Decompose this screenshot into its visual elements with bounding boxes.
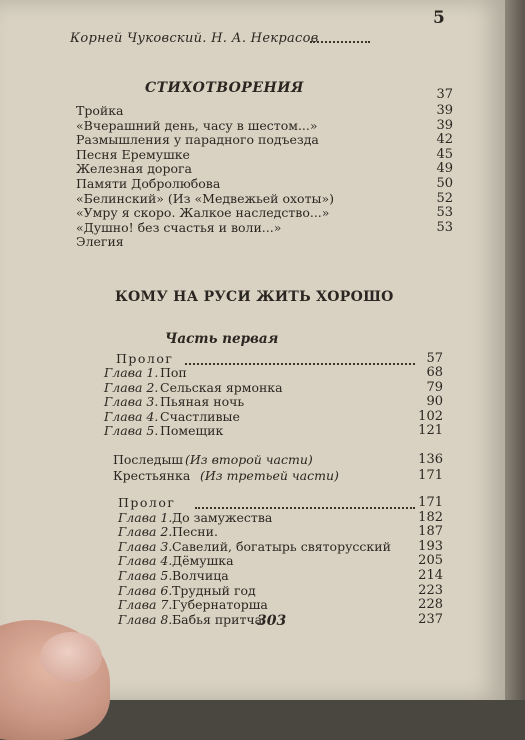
chapter-title: До замужества: [172, 509, 273, 525]
poem-title: Железная дорога: [76, 161, 192, 177]
chapter-title: Дёмушка: [172, 553, 234, 569]
chapter-page: 121: [418, 423, 443, 438]
page-number: 5: [433, 8, 445, 28]
chapter-title: Савелий, богатырь святорусский: [172, 538, 391, 554]
chapter-page: 171: [418, 495, 443, 510]
part-note: (Из второй части): [185, 452, 313, 467]
chapter-title: Песни.: [172, 524, 218, 540]
chapter-label: Глава 1.: [118, 509, 173, 525]
chapter-title: Губернаторша: [172, 597, 268, 613]
chapter-page: 205: [418, 553, 443, 569]
author-line: Корней Чуковский. Н. А. Некрасов: [70, 31, 319, 46]
chapter-label: Глава 3.: [104, 394, 159, 410]
part-one-title: Часть первая: [165, 331, 279, 347]
leader-dots: [310, 41, 370, 43]
chapter-page: 228: [418, 597, 443, 613]
poem-page: 39: [436, 117, 453, 133]
chapter-label: Глава 7.: [118, 597, 173, 613]
poem-page: 39: [436, 103, 453, 118]
chapter-label: Глава 2.: [118, 524, 173, 540]
chapter-page: 102: [418, 408, 443, 424]
poem-title: Размышления у парадного подъезда: [76, 132, 319, 148]
thumb-nail: [40, 632, 102, 682]
poem-title: «Душно! без счастья и воли...»: [76, 219, 282, 235]
chapter-label: Глава 4.: [104, 408, 159, 424]
poem-page: 45: [436, 146, 453, 162]
chapter-label: Глава 4.: [118, 553, 173, 569]
part-page: 136: [418, 452, 443, 467]
part-page: 171: [418, 467, 443, 483]
chapter-title: Бабья притча: [172, 611, 263, 627]
poem-title: «Белинский» (Из «Медвежьей охоты»): [76, 190, 334, 206]
chapter-page: 57: [426, 351, 443, 366]
poem-title: Песня Еремушке: [76, 146, 190, 162]
poem-title: КОМУ НА РУСИ ЖИТЬ ХОРОШО: [115, 289, 394, 305]
chapter-page: 79: [426, 379, 443, 395]
part-title: Последыш: [113, 452, 184, 467]
chapter-label: Глава 2.: [104, 379, 159, 395]
poem-page: 53: [436, 205, 453, 221]
chapter-title: Поп: [160, 365, 187, 381]
part-note: (Из третьей части): [200, 467, 339, 483]
section-page: 37: [436, 87, 453, 102]
poem-page: 52: [436, 190, 453, 206]
section-title: СТИХОТВОРЕНИЯ: [145, 80, 304, 96]
page-edge: [505, 0, 525, 700]
leader-dots: [185, 363, 415, 365]
chapter-label: Глава 8.: [118, 611, 173, 627]
poem-title: «Вчерашний день, часу в шестом...»: [76, 117, 318, 133]
chapter-title: Волчица: [172, 568, 229, 583]
chapter-page: 214: [418, 568, 443, 583]
chapter-label: Глава 5.: [104, 423, 159, 438]
poem-title: «Умру я скоро. Жалкое наследство...»: [76, 205, 330, 221]
chapter-label: Глава 5.: [118, 568, 173, 583]
chapter-page: 68: [426, 365, 443, 381]
chapter-title: Сельская ярмонка: [160, 379, 283, 395]
chapter-page: 187: [418, 524, 443, 540]
chapter-page: 237: [418, 611, 443, 627]
chapter-title: Пролог: [116, 351, 174, 366]
chapter-title: Пролог: [118, 495, 176, 510]
chapter-title: Помещик: [160, 423, 224, 438]
poem-page: 50: [436, 176, 453, 191]
footer-page-number: 303: [257, 613, 287, 629]
chapter-title: Счастливые: [160, 408, 240, 424]
part-title: Крестьянка: [113, 467, 191, 483]
poem-page: 49: [436, 161, 453, 177]
poem-title: Тройка: [76, 103, 124, 118]
poem-title: Элегия: [76, 234, 124, 250]
poem-page: 53: [436, 219, 453, 235]
chapter-page: 223: [418, 582, 443, 598]
chapter-title: Пьяная ночь: [160, 394, 245, 410]
chapter-label: Глава 1.: [104, 365, 159, 381]
chapter-label: Глава 3.: [118, 538, 173, 554]
chapter-title: Трудный год: [172, 582, 256, 598]
poem-page: 42: [436, 132, 453, 148]
chapter-page: 193: [418, 538, 443, 554]
poem-title: Памяти Добролюбова: [76, 176, 221, 191]
chapter-page: 182: [418, 509, 443, 525]
chapter-label: Глава 6.: [118, 582, 173, 598]
chapter-page: 90: [426, 394, 443, 410]
